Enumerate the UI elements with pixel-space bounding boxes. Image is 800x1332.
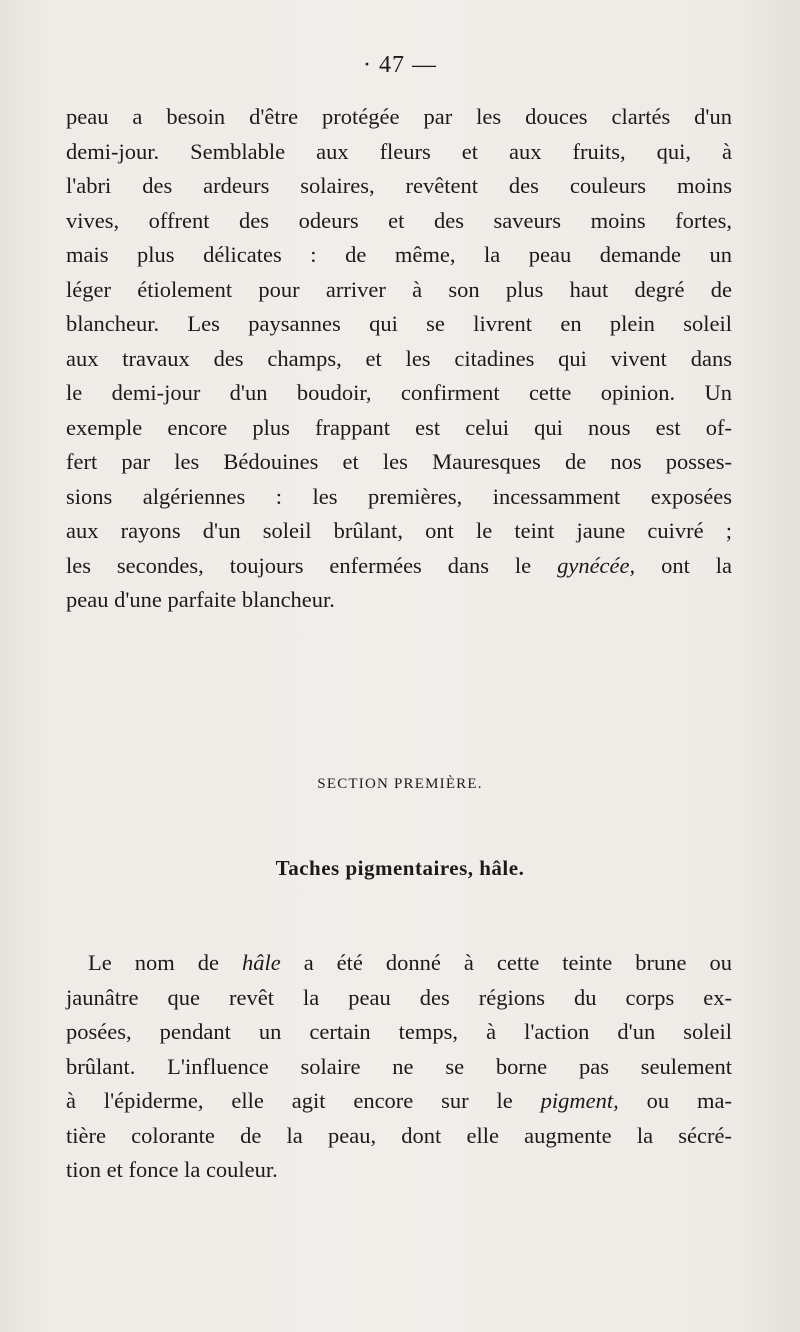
italic-term-gynecee: gynécée, — [557, 552, 636, 578]
paragraph-line: vives, offrent des odeurs et des saveurs moins fortes, — [66, 207, 732, 233]
paragraph-line: fert par les Bédouines et les Mauresques de nos posses- — [66, 449, 732, 474]
paragraph-line: blancheur. Les paysannes qui se livrent en plein soleil — [66, 311, 732, 336]
page-number: · 47 — — [363, 52, 437, 78]
section-heading: SECTION PREMIÈRE. — [317, 776, 483, 792]
paragraph-line: léger étiolement pour arriver à son plus haut degré de — [66, 276, 732, 302]
italic-term-pigment: pigment, — [540, 1088, 619, 1113]
line-text: les secondes, toujours enfermées dans le — [66, 552, 558, 578]
paragraph-line: aux rayons d'un soleil brûlant, ont le teint jaune cuivré ; — [66, 518, 732, 543]
paragraph-line: brûlant. L'influence solaire ne se borne pas seulement — [66, 1053, 732, 1079]
paragraph-2 — [66, 946, 732, 1188]
paragraph-line: demi-jour. Semblable aux fleurs et aux fruits, qui, à — [66, 138, 732, 164]
line-text: ont la — [635, 552, 732, 578]
line-text: Le nom de — [88, 950, 242, 975]
paragraph-line: exemple encore plus frappant est celui qui nous est of- — [66, 414, 732, 440]
line-text: a été donné à cette teinte brune ou — [280, 950, 732, 975]
paragraph-line: mais plus délicates : de même, la peau demande un — [66, 242, 732, 267]
section-subheading: Taches pigmentaires, hâle. — [275, 856, 525, 880]
paragraph-line: peau d'une parfaite blancheur. — [66, 587, 335, 612]
paragraph-line-with-italic — [66, 549, 732, 584]
paragraph-line: posées, pendant un certain temps, à l'action d'un soleil — [66, 1019, 732, 1044]
italic-term-hale: hâle — [241, 950, 281, 975]
paragraph-line: le demi-jour d'un boudoir, confirment cette opinion. Un — [66, 380, 732, 405]
paragraph-line-with-italic — [66, 946, 732, 981]
paragraph-line: sions algériennes : les premières, incessamment exposées — [66, 483, 732, 509]
line-text: ou ma- — [618, 1088, 732, 1113]
paragraph-line: peau a besoin d'être protégée par les douces clartés d'un — [66, 104, 732, 129]
paragraph-line: jaunâtre que revêt la peau des régions du corps ex- — [66, 984, 732, 1010]
line-text: à l'épiderme, elle agit encore sur le — [66, 1088, 541, 1113]
paragraph-1 — [66, 100, 732, 618]
paragraph-line: tion et fonce la couleur. — [66, 1157, 278, 1182]
paragraph-line: aux travaux des champs, et les citadines qui vivent dans — [66, 345, 732, 371]
paragraph-line-with-italic — [66, 1084, 732, 1119]
paragraph-line: tière colorante de la peau, dont elle augmente la sécré- — [66, 1122, 732, 1148]
paragraph-line: l'abri des ardeurs solaires, revêtent des couleurs moins — [66, 173, 732, 198]
